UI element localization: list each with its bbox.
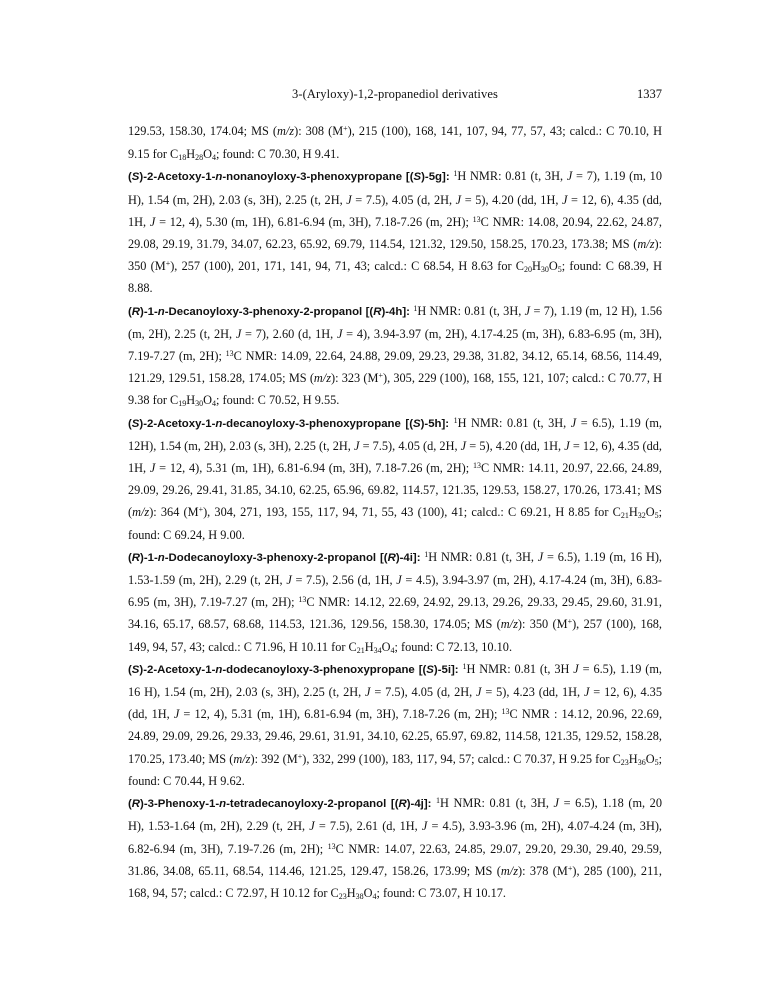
compound-entry [128, 546, 662, 658]
compound-data: 129.53, 158.30, 174.04; MS (m/z): 308 (M+), 215 (100), 168, 141, 107, 94, 77, 57, 43; calcd.: C 70.10, H 9.15 for $C_{18}H_{28}O_4$; found: C 70.30, H 9.41. [128, 124, 662, 163]
compound-data: $^1$H NMR: 0.81 (t, 3H, J = 6.5), 1.19 (m, 16 H), 1.53-1.59 (m, 2H), 2.29 (t, 2H, J = 7.5), 2.56 (d, 1H, J = 4.5), 3.94-3.97 (m, 2H), 4.17-4.24 (m, 3H), 6.83-6.95 (m, 3H), 7.19-7.27 (m, 2H); $^{13}$C NMR: 14.12, 22.69, 24.92, 29.13, 29.26, 29.33, 29.45, 29.60, 31.91, 34.16, 65.17, 68.57, 68.68, 114.53, 121.36, 129.56, 158.30, 174.05; MS (m/z): 350 (M+), 257 (100), 168, 149, 94, 57, 43; calcd.: C 71.96, H 10.11 for $C_{21}H_{34}O_4$; found: C 72.13, 10.10. [128, 549, 663, 655]
running-title: 3-(Aryloxy)-1,2-propanediol derivatives [292, 87, 498, 101]
compound-data: $^1$H NMR: 0.81 (t, 3H, J = 7), 1.19 (m, 12 H), 1.56 (m, 2H), 2.25 (t, 2H, J = 7), 2.60 (d, 1H, J = 4), 3.94-3.97 (m, 2H), 4.17-4.25 (m, 3H), 6.83-6.95 (m, 3H), 7.19-7.27 (m, 2H); $^{13}$C NMR: 14.09, 22.64, 24.88, 29.09, 29.23, 29.38, 31.82, 34.12, 65.14, 68.56, 114.49, 121.29, 129.51, 158.28, 174.05; MS (m/z): 323 (M+), 305, 229 (100), 168, 155, 121, 107; calcd.: C 70.77, H 9.38 for $C_{19}H_{30}O_4$; found: C 70.52, H 9.55. [128, 303, 663, 409]
compound-data: $^1$H NMR: 0.81 (t, 3H, J = 6.5), 1.19 (m, 12H), 1.54 (m, 2H), 2.03 (s, 3H), 2.25 (t, 2H, J = 7.5), 4.05 (d, 2H, J = 5), 4.20 (dd, 1H, J = 12, 6), 4.35 (dd, 1H, J = 12, 4), 5.31 (m, 1H), 6.81-6.94 (m, 3H), 7.18-7.26 (m, 2H); $^{13}$C NMR: 14.11, 20.97, 22.66, 24.89, 29.09, 29.26, 29.41, 31.85, 34.10, 62.25, 65.96, 69.82, 114.57, 121.35, 129.53, 158.27, 170.26, 173.41; MS (m/z): 364 (M+), 304, 271, 193, 155, 117, 94, 71, 55, 43 (100), 41; calcd.: C 69.21, H 8.85 for $C_{21}H_{32}O_5$; found: C 69.24, H 9.00. [128, 415, 663, 542]
page-number: 1337 [637, 87, 662, 101]
compound-title: (R)-1-n-Decanoyloxy-3-phenoxy-2-propanol [(R)-4h]: [128, 305, 410, 318]
compound-title: (S)-2-Acetoxy-1-n-dodecanoyloxy-3-phenoxypropane [(S)-5i]: [128, 663, 459, 676]
compound-entry [128, 412, 662, 546]
compound-title: (R)-3-Phenoxy-1-n-tetradecanoyloxy-2-propanol [(R)-4j]: [128, 798, 432, 811]
compound-data: $^1$H NMR: 0.81 (t, 3H, J = 6.5), 1.18 (m, 20 H), 1.53-1.64 (m, 2H), 2.29 (t, 2H, J = 7.5), 2.61 (d, 1H, J = 4.5), 3.93-3.96 (m, 2H), 4.07-4.24 (m, 3H), 6.82-6.94 (m, 3H), 7.19-7.26 (m, 2H); $^{13}$C NMR: 14.07, 22.63, 24.85, 29.07, 29.20, 29.30, 29.40, 29.59, 31.86, 34.08, 65.11, 68.54, 114.46, 121.25, 129.47, 158.26, 173.99; MS (m/z): 378 (M+), 285 (100), 211, 168, 94, 57; calcd.: C 72.97, H 10.12 for $C_{23}H_{38}O_4$; found: C 73.07, H 10.17. [128, 796, 662, 901]
compound-title: (R)-1-n-Dodecanoyloxy-3-phenoxy-2-propanol [(R)-4i]: [128, 551, 421, 564]
compound-title: (S)-2-Acetoxy-1-n-decanoyloxy-3-phenoxypropane [(S)-5h]: [128, 417, 450, 430]
running-header [128, 87, 662, 103]
compound-data: $^1$H NMR: 0.81 (t, 3H J = 6.5), 1.19 (m, 16 H), 1.54 (m, 2H), 2.03 (s, 3H), 2.25 (t, 2H, J = 7.5), 4.05 (d, 2H, J = 5), 4.23 (dd, 1H, J = 12, 6), 4.35 (dd, 1H, J = 12, 4), 5.31 (m, 1H), 6.81-6.94 (m, 3H), 7.18-7.26 (m, 2H); $^{13}$C NMR : 14.12, 20.96, 22.69, 24.89, 29.09, 29.26, 29.33, 29.46, 29.61, 31.91, 34.10, 62.25, 65.97, 69.82, 114.58, 121.35, 129.52, 158.28, 170.25, 173.40; MS (m/z): 392 (M+), 332, 299 (100), 183, 117, 94, 57; calcd.: C 70.37, H 9.25 for $C_{23}H_{36}O_5$; found: C 70.44, H 9.62. [128, 661, 663, 788]
compound-entry [128, 165, 662, 299]
experimental-section [128, 120, 662, 904]
compound-data: $^1$H NMR: 0.81 (t, 3H, J = 7), 1.19 (m, 10 H), 1.54 (m, 2H), 2.03 (s, 3H), 2.25 (t, 2H, J = 7.5), 4.05 (d, 2H, J = 5), 4.20 (dd, 1H, J = 12, 6), 4.35 (dd, 1H, J = 12, 4), 5.30 (m, 1H), 6.81-6.94 (m, 3H), 7.18-7.26 (m, 2H); $^{13}$C NMR: 14.08, 20.94, 22.62, 24.87, 29.08, 29.19, 31.79, 34.07, 62.23, 65.92, 69.79, 114.54, 121.32, 129.50, 158.25, 170.23, 173.38; MS (m/z): 350 (M+), 257 (100), 201, 171, 141, 94, 71, 43; calcd.: C 68.54, H 8.63 for $C_{20}H_{30}O_5$; found: C 68.39, H 8.88. [128, 169, 662, 296]
compound-entry [128, 120, 662, 165]
compound-title: (S)-2-Acetoxy-1-n-nonanoyloxy-3-phenoxypropane [(S)-5g]: [128, 171, 450, 184]
compound-entry [128, 658, 662, 792]
compound-entry [128, 792, 662, 904]
compound-entry [128, 300, 662, 412]
